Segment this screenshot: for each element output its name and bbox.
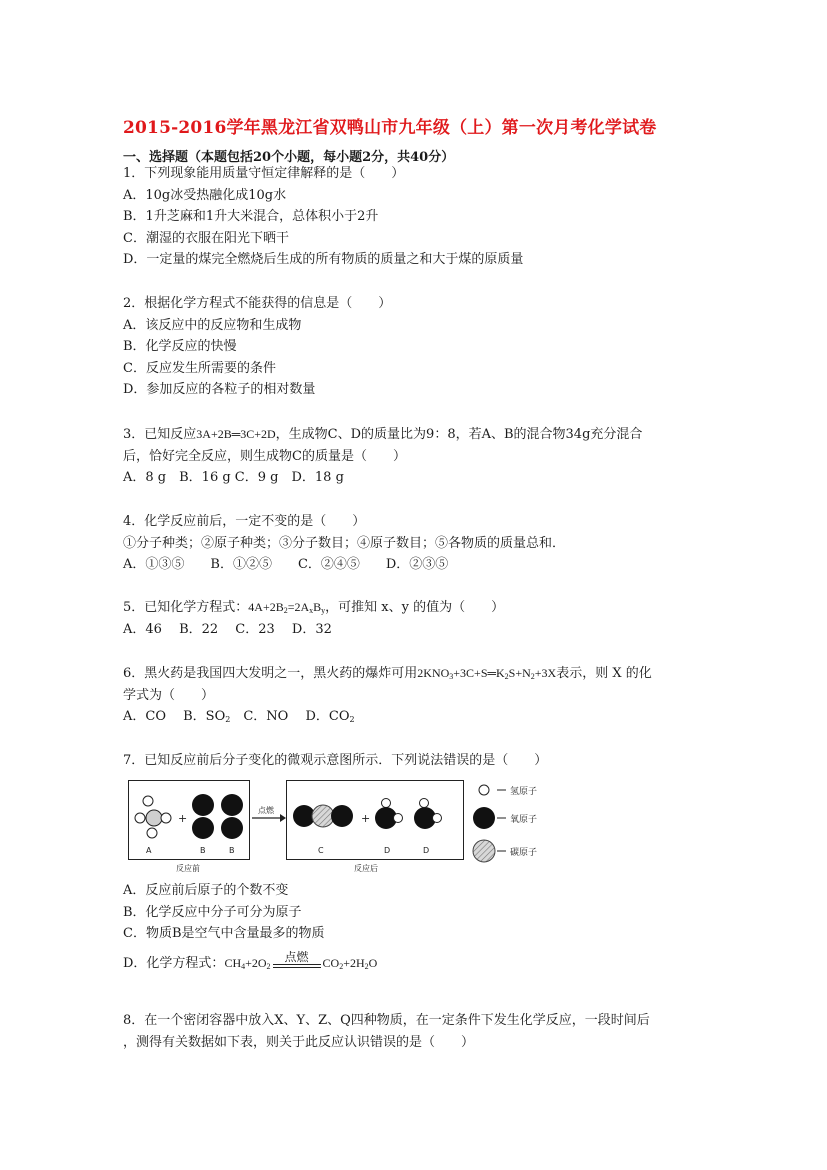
- caption-after: 反应后: [354, 864, 378, 873]
- question-stem: 7．已知反应前后分子变化的微观示意图所示．下列说法错误的是（ ）: [123, 753, 548, 768]
- eq-part: +2H: [343, 955, 365, 970]
- eq-sub: 2: [283, 606, 288, 615]
- question-8: [123, 1010, 713, 1053]
- question-stem: 4．化学反应前后，一定不变的是（ ）: [123, 514, 366, 529]
- label-b: B: [229, 846, 235, 855]
- question-stem: [123, 597, 713, 619]
- question-stem-line2: 后，恰好完全反应，则生成物C的质量是（ ）: [123, 448, 406, 464]
- water-molecule: [375, 799, 403, 830]
- eq-sub: 3: [449, 672, 454, 681]
- question-stem: 8．在一个密闭容器中放入X、Y、Z、Q四种物质，在一定条件下发生化学反应，一段时间后: [123, 1013, 650, 1028]
- option-c: C．物质B是空气中含量最多的物质: [123, 926, 325, 941]
- eq-part: B: [313, 600, 322, 614]
- reaction-equation: 3A+2B═3C+2D: [196, 427, 276, 441]
- legend-oxygen: [473, 807, 506, 829]
- option-a: A．该反应中的反应物和生成物: [123, 317, 302, 333]
- water-molecule: [414, 799, 442, 830]
- label-b: B: [200, 846, 206, 855]
- question-items: ①分子种类；②原子种类；③分子数目；④原子数目；⑤各物质的质量总和．: [123, 535, 566, 551]
- eq-sub: y: [321, 606, 326, 615]
- legend-hydrogen-label: 氢原子: [510, 787, 538, 797]
- stem-prefix: 3．已知反应: [123, 427, 197, 442]
- question-stem: 2．根据化学方程式不能获得的信息是（ ）: [123, 296, 392, 311]
- question-5: [123, 597, 713, 640]
- question-6: [123, 663, 713, 728]
- condition-text: 点燃: [284, 949, 309, 964]
- stem-suffix: ，可推知 x、y 的值为（ ）: [325, 600, 505, 615]
- options: [123, 706, 713, 728]
- eq-part: O: [368, 955, 378, 970]
- options-part: C．NO D．CO: [230, 709, 350, 724]
- label-c: C: [318, 846, 324, 855]
- stem-suffix: ，生成物C、D的质量比为9：8，若A、B的混合物34g充分混合: [275, 427, 643, 442]
- legend-hydrogen: [479, 785, 506, 795]
- question-7-options: [123, 880, 713, 981]
- legend-oxygen-label: 氧原子: [510, 815, 538, 825]
- reaction-equation: [248, 600, 325, 614]
- options-part: A．CO B．SO: [123, 709, 226, 724]
- stem-prefix: 6．黑火药是我国四大发明之一，黑火药的爆炸可用: [123, 666, 418, 681]
- option-d-prefix: D．化学方程式：: [123, 955, 225, 971]
- legend-carbon-label: 碳原子: [510, 848, 538, 858]
- section-heading: 一、选择题（本题包括20个小题，每小题2分，共40分）: [123, 150, 455, 165]
- eq-sub: x: [309, 606, 314, 615]
- oxygen-molecule: [221, 794, 243, 839]
- eq-part: 4A+2B: [248, 600, 284, 614]
- eq-part: =2A: [287, 600, 310, 614]
- eq-sub: 2: [364, 961, 369, 971]
- eq-part: S+N: [508, 666, 531, 680]
- option-c: C．潮湿的衣服在阳光下晒干: [123, 230, 289, 246]
- option-d: [123, 945, 713, 981]
- question-4: [123, 511, 713, 576]
- reaction-condition: [271, 951, 323, 973]
- label-a: A: [146, 846, 152, 855]
- eq-sub: 2: [530, 672, 535, 681]
- oxygen-molecule: [192, 794, 214, 839]
- eq-sub: 4: [241, 961, 246, 971]
- option-d: D．一定量的煤完全燃烧后生成的所有物质的质量之和大于煤的原质量: [123, 252, 524, 267]
- stem-prefix: 5．已知化学方程式：: [123, 600, 249, 615]
- question-3: [123, 424, 713, 489]
- options: A．46 B．22 C．23 D．32: [123, 621, 332, 637]
- eq-part: CH: [224, 955, 242, 970]
- carbon-dioxide-molecule: [293, 805, 353, 827]
- stem-suffix: 表示，则 X 的化: [556, 666, 652, 681]
- options-sub: 2: [349, 715, 355, 724]
- label-d: D: [423, 846, 430, 855]
- eq-part: +3C+S═K: [453, 666, 505, 680]
- caption-before: 反应前: [176, 864, 200, 873]
- question-1: [123, 163, 713, 271]
- question-stem: 1．下列现象能用质量守恒定律解释的是（ ）: [123, 166, 405, 181]
- arrow-condition: 点燃: [258, 806, 274, 815]
- molecule-diagram: [128, 778, 598, 874]
- question-stem-line2: ，测得有关数据如下表，则关于此反应认识错误的是（ ）: [123, 1034, 475, 1050]
- question-7: [123, 750, 713, 772]
- question-2: [123, 293, 713, 401]
- exam-title: 2015-2016学年黑龙江省双鸭山市九年级（上）第一次月考化学试卷: [123, 118, 657, 138]
- plus-sign: +: [361, 812, 371, 825]
- option-a: A．反应前后原子的个数不变: [123, 883, 289, 898]
- eq-part: 2KNO: [417, 666, 450, 680]
- option-c: C．反应发生所需要的条件: [123, 360, 276, 376]
- eq-sub: 2: [266, 961, 271, 971]
- option-b: B．1升芝麻和1升大米混合，总体积小于2升: [123, 209, 379, 224]
- arrow-head: [280, 814, 286, 822]
- plus-sign: +: [178, 812, 188, 825]
- option-a: A．10g冰受热融化成10g水: [123, 187, 287, 203]
- question-stem: [123, 663, 713, 685]
- reaction-equation: [417, 666, 556, 680]
- eq-part: +3X: [534, 666, 557, 680]
- question-stem-line2: 学式为（ ）: [123, 687, 215, 703]
- option-d: D．参加反应的各粒子的相对数量: [123, 382, 316, 397]
- eq-sub: 2: [339, 961, 344, 971]
- eq-part: CO: [322, 955, 340, 970]
- combustion-equation: [224, 949, 378, 971]
- eq-part: +2O: [245, 955, 267, 970]
- eq-sub: 2: [504, 672, 509, 681]
- options: A．8 g B．16 g C．9 g D．18 g: [123, 470, 344, 485]
- option-b: B．化学反应中分子可分为原子: [123, 904, 302, 920]
- options-sub: 2: [225, 715, 231, 724]
- label-d: D: [384, 846, 391, 855]
- options: A．①③⑤ B．①②⑤ C．②④⑤ D．②③⑤: [123, 557, 449, 572]
- legend-carbon: [473, 840, 506, 862]
- methane-molecule: [135, 796, 171, 838]
- question-stem: [123, 424, 713, 446]
- option-b: B．化学反应的快慢: [123, 339, 237, 354]
